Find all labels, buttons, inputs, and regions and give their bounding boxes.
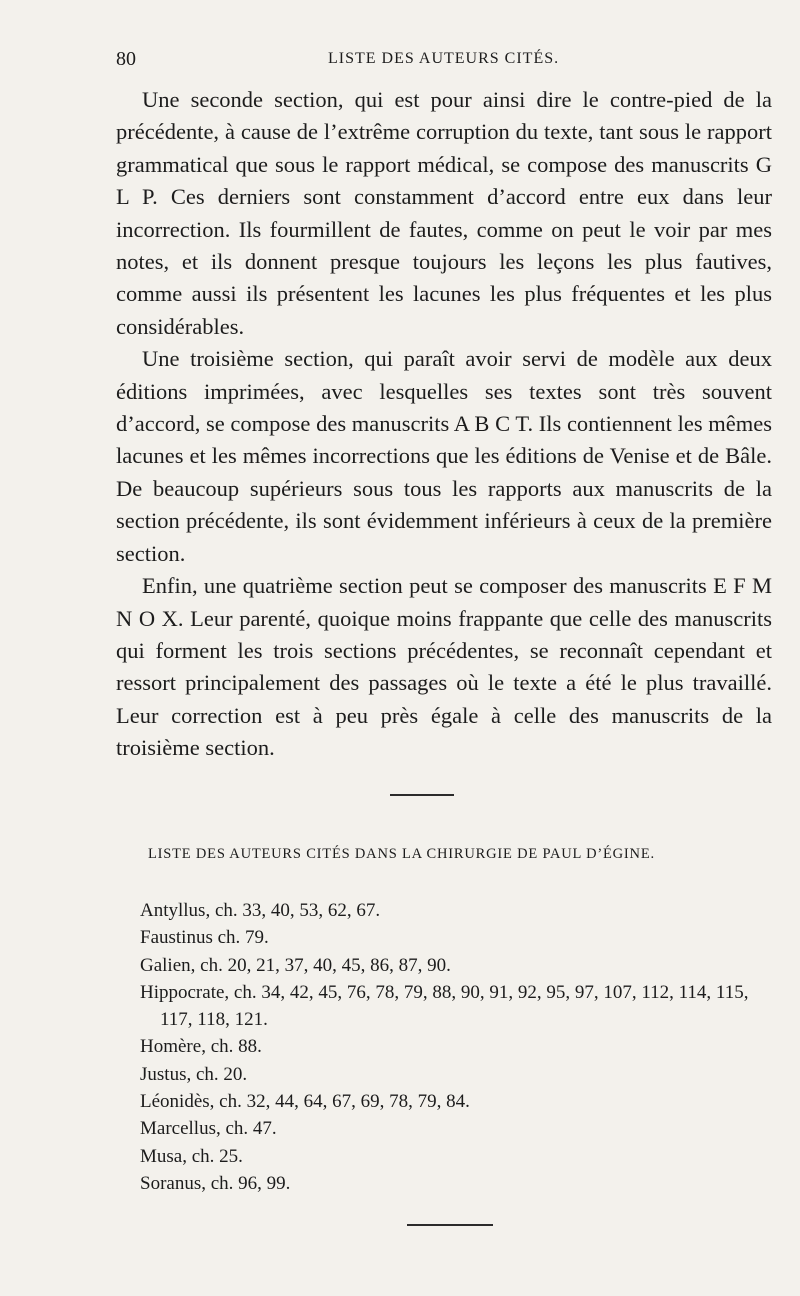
author-entry-antyllus: Antyllus, ch. 33, 40, 53, 62, 67. (140, 900, 381, 921)
body-text (116, 84, 772, 765)
author-entry-hippocrate: Hippocrate, ch. 34, 42, 45, 76, 78, 79, 88, 90, 91, 92, 95, 97, 107, 112, 114, 115, 117, 118, 121. (140, 981, 749, 1031)
author-entry-soranus: Soranus, ch. 96, 99. (140, 1172, 291, 1194)
paragraph-second-section: Une seconde section, qui est pour ainsi dire le contre-pied de la précédente, à cause de l’extrême corruption du texte, tant sous le rapport grammatical que sous le rapport médical, se compose des manuscrits G L P. Ces derniers sont constamment d’accord entre eux dans leur incorrection. Ils fourmillent de fautes, comme on peut le voir par mes notes, et ils donnent presque toujours les leçons les plus fautives, comme aussi ils présentent les lacunes les plus fréquentes et les plus considérables. (116, 87, 772, 339)
author-entry-leonides: Léonidès, ch. 32, 44, 64, 67, 69, 78, 79, 84. (140, 1091, 470, 1113)
author-entry-galien: Galien, ch. 20, 21, 37, 40, 45, 86, 87, 90. (140, 954, 451, 976)
paragraph-third-section: Une troisième section, qui paraît avoir servi de modèle aux deux éditions imprimées, avec lesquelles ses textes sont très souvent d’accord, se compose des manuscrits A B C T. Ils contiennent les mêmes lacunes et les mêmes incorrections que les éditions de Venise et de Bâle. De beaucoup supérieurs sous tous les rapports aux manuscrits de la section précédente, ils sont évidemment inférieurs à ceux de la première section. (116, 346, 772, 566)
author-list (140, 897, 776, 1197)
page-number: 80 (116, 48, 136, 70)
author-entry-marcellus: Marcellus, ch. 47. (140, 1118, 277, 1140)
end-divider (407, 1224, 493, 1226)
page-header (116, 48, 768, 74)
author-list-heading: LISTE DES AUTEURS CITÉS DANS LA CHIRURGIE DE PAUL D’ÉGINE. (148, 846, 655, 862)
author-entry-homere: Homère, ch. 88. (140, 1036, 262, 1058)
paragraph-fourth-section: Enfin, une quatrième section peut se composer des manuscrits E F M N O X. Leur parenté, quoique moins frappante que celle des manuscrits qui forment les trois sections précédentes, se reconnaît cependant et ressort principalement des passages où le texte a été le plus travaillé. Leur correction est à peu près égale à celle des manuscrits de la troisième section. (116, 573, 772, 761)
author-entry-justus: Justus, ch. 20. (140, 1063, 248, 1085)
section-divider (390, 794, 454, 796)
author-entry-faustinus: Faustinus ch. 79. (140, 927, 269, 949)
running-title: LISTE DES AUTEURS CITÉS. (328, 50, 560, 67)
author-entry-musa: Musa, ch. 25. (140, 1145, 243, 1167)
